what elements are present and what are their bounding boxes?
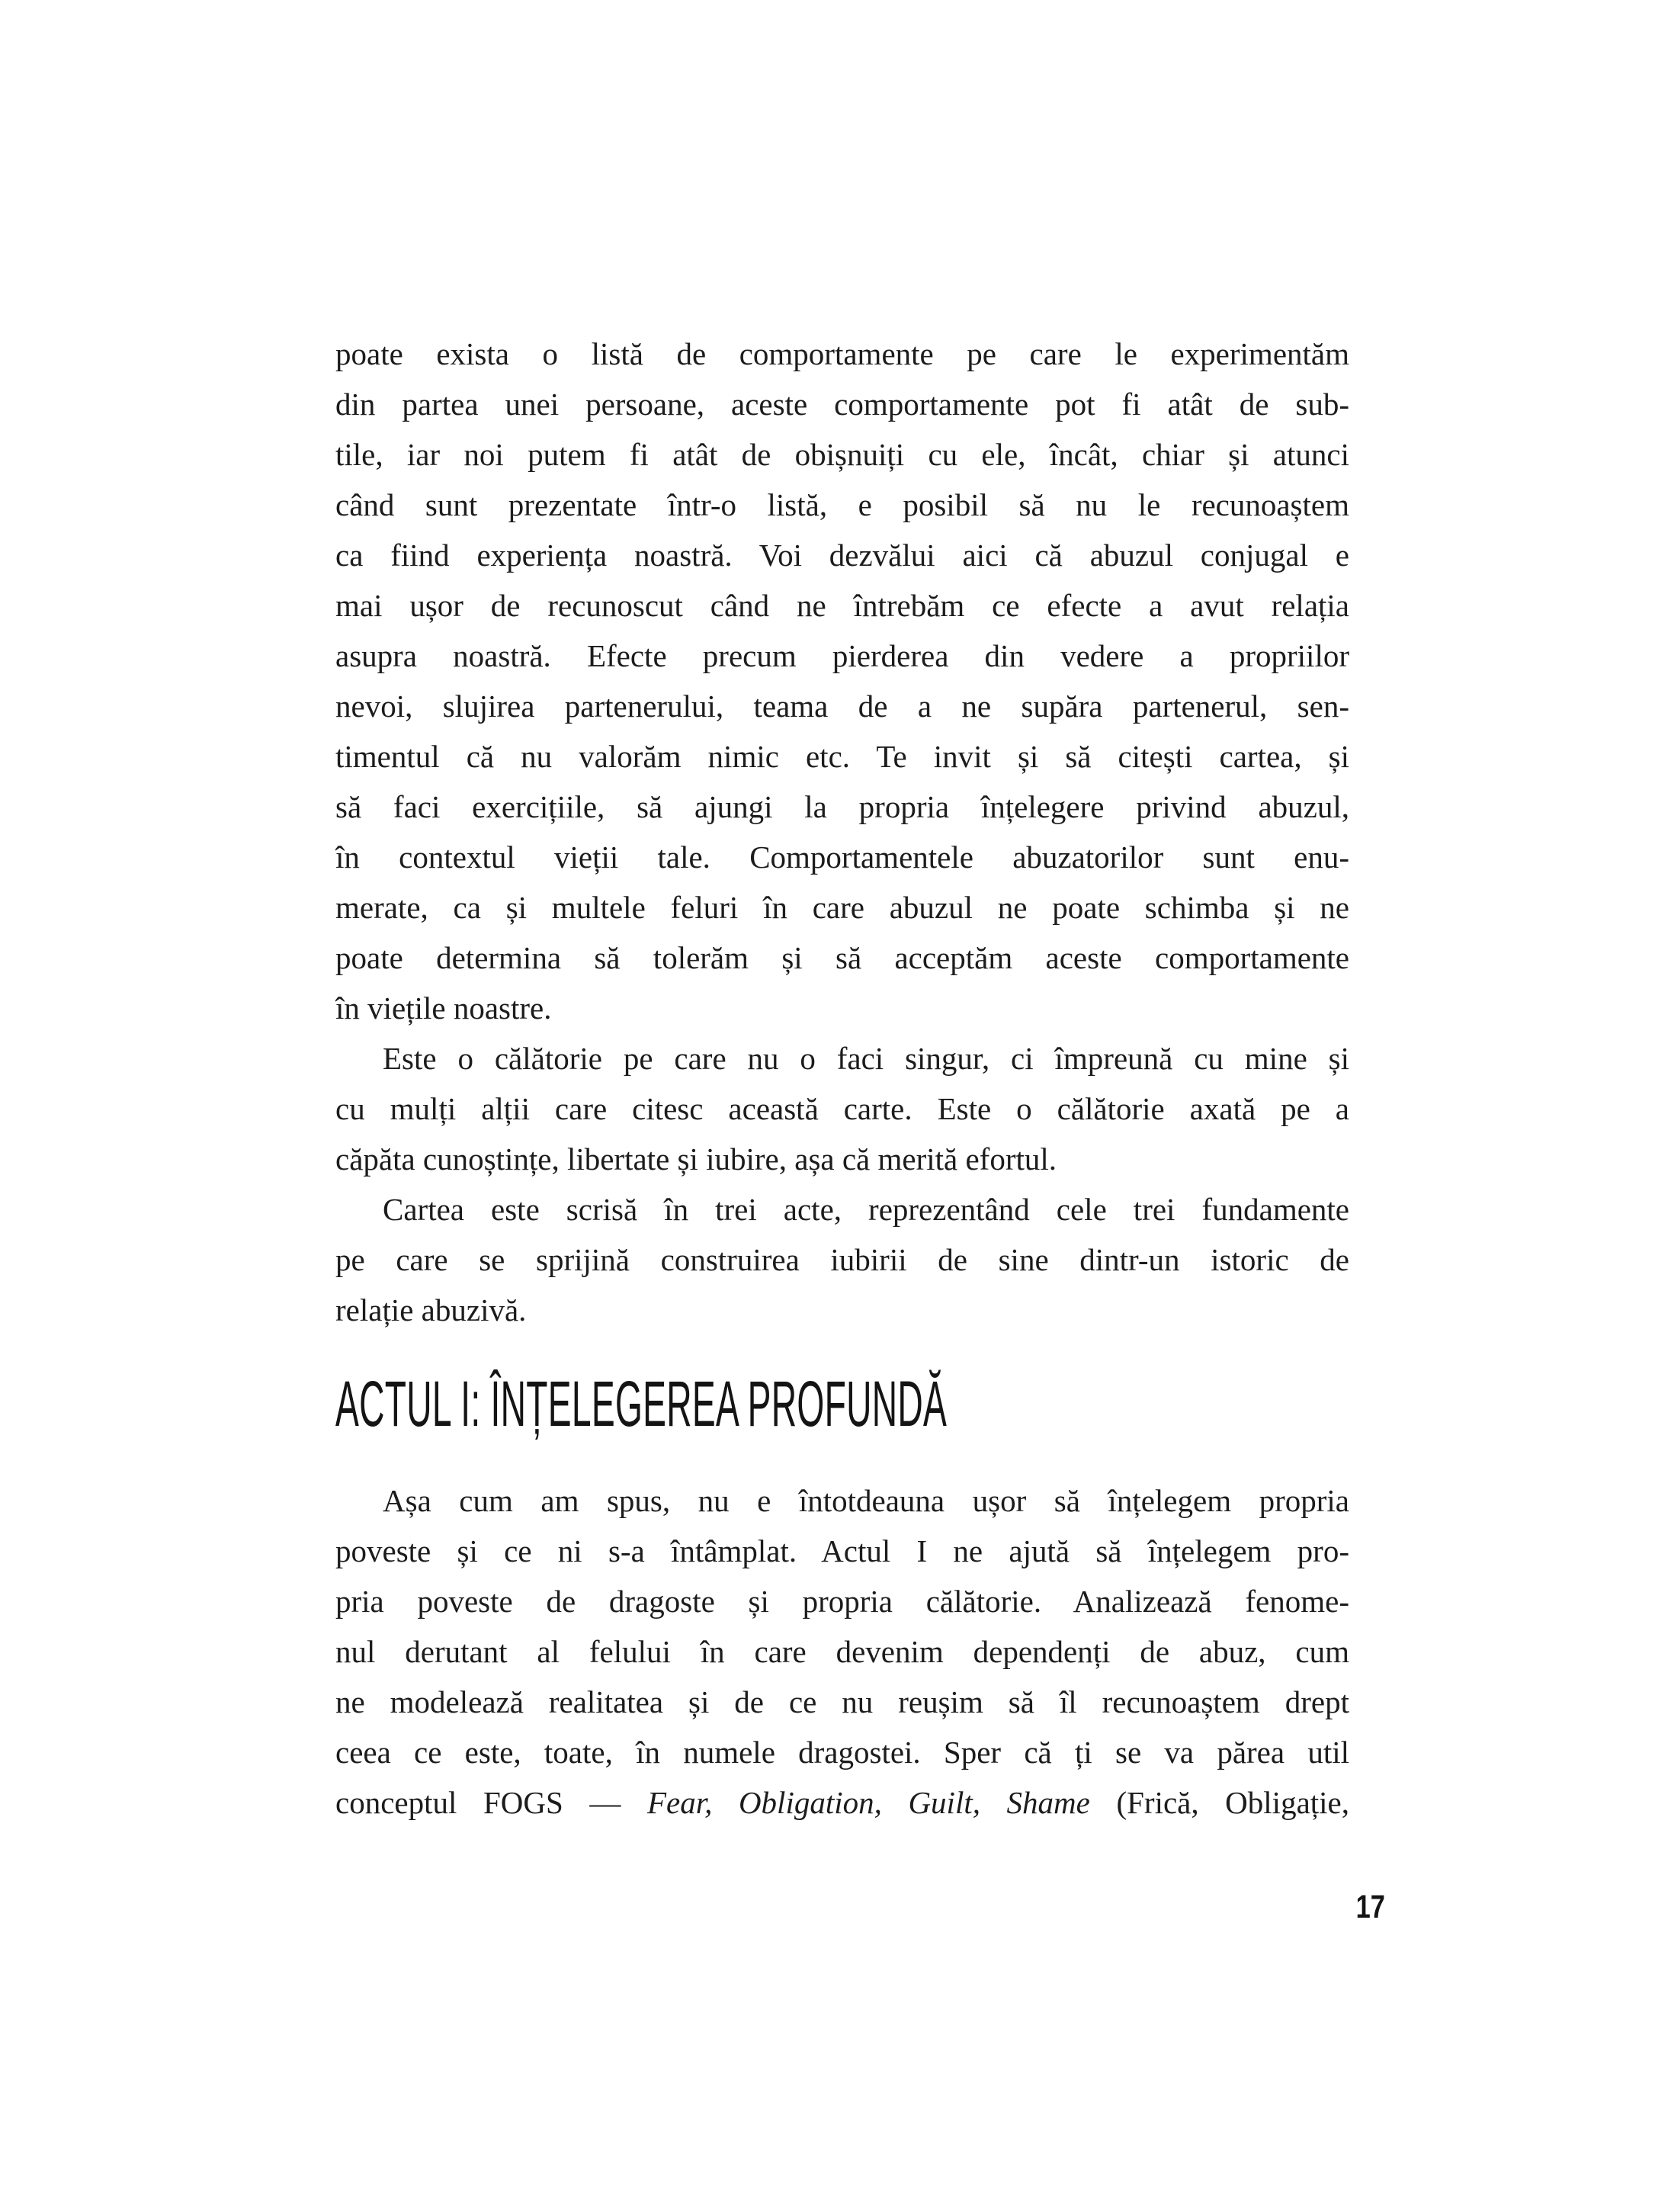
- paragraph: [335, 329, 1349, 1033]
- text-segment: căpăta cunoștințe, libertate și iubire, așa că merită efortul.: [335, 1141, 1057, 1177]
- text-segment: pria poveste de dragoste și propria călătorie. Analizează fenome-: [335, 1584, 1349, 1619]
- section-heading-text: ACTUL I: ÎNȚELEGEREA PROFUNDĂ: [335, 1368, 948, 1440]
- text-segment: mai ușor de recunoscut când ne întrebăm ce efecte a avut relația: [335, 588, 1349, 623]
- text-line: [335, 782, 1349, 832]
- text-line: [335, 1033, 1349, 1084]
- text-segment: relație abuzivă.: [335, 1292, 527, 1328]
- text-line: [335, 983, 1349, 1033]
- text-segment: timentul că nu valorăm nimic etc. Te invit și să citești cartea, și: [335, 739, 1349, 774]
- italic-text-segment: Fear, Obligation, Guilt, Shame: [646, 1785, 1090, 1820]
- text-segment: asupra noastră. Efecte precum pierderea din vedere a propriilor: [335, 638, 1349, 673]
- text-segment: Așa cum am spus, nu e întotdeauna ușor să înțelegem propria: [383, 1483, 1349, 1518]
- text-line: [335, 1234, 1349, 1285]
- text-line: [335, 530, 1349, 580]
- paragraph: [335, 1184, 1349, 1335]
- text-line: [335, 1677, 1349, 1727]
- text-segment: poate exista o listă de comportamente pe care le experimentăm: [335, 336, 1349, 371]
- text-line: [335, 429, 1349, 480]
- paragraph: [335, 1475, 1349, 1828]
- text-segment: conceptul FOGS —: [335, 1785, 647, 1820]
- text-segment: (Frică, Obligație,: [1089, 1785, 1349, 1820]
- text-segment: din partea unei persoane, aceste comportamente pot fi atât de sub-: [335, 387, 1349, 422]
- text-line: [335, 1626, 1349, 1677]
- text-segment: cu mulți alții care citesc această carte. Este o călătorie axată pe a: [335, 1091, 1349, 1126]
- text-line: [335, 1526, 1349, 1576]
- text-line: [335, 631, 1349, 681]
- paragraphs-before-heading: [335, 329, 1349, 1335]
- text-segment: ceea ce este, toate, în numele dragostei. Sper că ți se va părea util: [335, 1735, 1349, 1770]
- text-segment: când sunt prezentate într-o listă, e posibil să nu le recunoaștem: [335, 487, 1349, 522]
- paragraphs-after-heading: [335, 1475, 1349, 1828]
- text-segment: Este o călătorie pe care nu o faci singur, ci împreună cu mine și: [383, 1041, 1349, 1076]
- page-number-text: 17: [1355, 1889, 1385, 1925]
- text-line: [335, 1576, 1349, 1626]
- text-segment: Cartea este scrisă în trei acte, reprezentând cele trei fundamente: [383, 1192, 1349, 1227]
- text-line: [335, 580, 1349, 631]
- text-line: [335, 1285, 1349, 1335]
- text-line: [335, 1184, 1349, 1234]
- text-segment: poate determina să tolerăm și să acceptăm aceste comportamente: [335, 940, 1349, 975]
- text-line: [335, 933, 1349, 983]
- text-line: [335, 379, 1349, 429]
- text-line: [335, 1475, 1349, 1526]
- text-line: [335, 1777, 1349, 1828]
- paragraph: [335, 1033, 1349, 1184]
- text-segment: să faci exercițiile, să ajungi la propria înțelegere privind abuzul,: [335, 789, 1349, 824]
- page-text-column: [335, 329, 1349, 1828]
- text-line: [335, 329, 1349, 379]
- text-segment: în contextul vieții tale. Comportamentele abuzatorilor sunt enu-: [335, 840, 1349, 875]
- text-line: [335, 832, 1349, 882]
- text-line: [335, 681, 1349, 731]
- page-number: [1349, 1891, 1385, 1924]
- text-line: [335, 1084, 1349, 1134]
- text-segment: nevoi, slujirea partenerului, teama de a ne supăra partenerul, sen-: [335, 689, 1349, 724]
- text-line: [335, 731, 1349, 782]
- text-segment: nul derutant al felului în care devenim dependenți de abuz, cum: [335, 1634, 1349, 1669]
- text-segment: ne modelează realitatea și de ce nu reușim să îl recunoaștem drept: [335, 1684, 1349, 1719]
- text-segment: pe care se sprijină construirea iubirii de sine dintr-un istoric de: [335, 1242, 1349, 1277]
- text-segment: tile, iar noi putem fi atât de obișnuiți cu ele, încât, chiar și atunci: [335, 437, 1349, 472]
- text-segment: în viețile noastre.: [335, 990, 552, 1026]
- text-segment: merate, ca și multele feluri în care abuzul ne poate schimba și ne: [335, 890, 1349, 925]
- text-line: [335, 480, 1349, 530]
- text-line: [335, 1727, 1349, 1777]
- text-line: [335, 882, 1349, 933]
- text-segment: ca fiind experiența noastră. Voi dezvălui aici că abuzul conjugal e: [335, 538, 1349, 573]
- section-heading: [335, 1368, 1349, 1440]
- text-line: [335, 1134, 1349, 1184]
- text-segment: poveste și ce ni s-a întâmplat. Actul I ne ajută să înțelegem pro-: [335, 1533, 1349, 1568]
